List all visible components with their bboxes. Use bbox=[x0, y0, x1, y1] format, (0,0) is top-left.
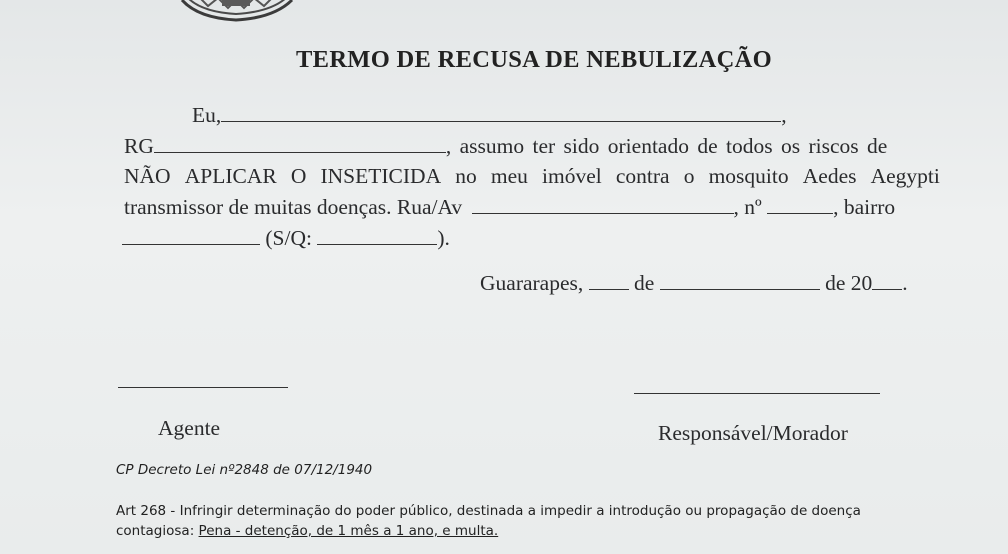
word: O bbox=[290, 164, 307, 188]
day-blank[interactable] bbox=[589, 271, 629, 290]
neighborhood-blank[interactable] bbox=[122, 226, 260, 245]
sq-end: ). bbox=[437, 226, 450, 250]
bairro-label: , bairro bbox=[833, 195, 896, 219]
name-line-comma: , bbox=[781, 103, 787, 127]
address-text: transmissor de muitas doenças. Rua/Av bbox=[124, 195, 463, 219]
word: APLICAR bbox=[184, 164, 277, 188]
date-line bbox=[480, 271, 908, 296]
word: mosquito bbox=[708, 164, 789, 188]
article-prefix: contagiosa: bbox=[116, 523, 195, 539]
warning-line bbox=[124, 164, 940, 189]
neighborhood-line bbox=[122, 226, 450, 251]
city-label: Guararapes, bbox=[480, 271, 584, 295]
date-end: . bbox=[902, 271, 908, 295]
rg-blank[interactable] bbox=[154, 134, 446, 153]
rg-line-text: , assumo ter sido orientado de todos os riscos de bbox=[445, 134, 888, 158]
word: o bbox=[683, 164, 695, 188]
sq-label: (S/Q: bbox=[265, 226, 312, 250]
article-text: Art 268 - Infringir determinação do poder público, destinada a impedir a introdução ou propagação de doença bbox=[116, 503, 861, 519]
de-label-1: de bbox=[634, 271, 655, 295]
article-penalty-line bbox=[116, 523, 498, 539]
address-line bbox=[124, 195, 895, 220]
sq-blank[interactable] bbox=[317, 226, 437, 245]
decree-reference: CP Decreto Lei nº2848 de 07/12/1940 bbox=[116, 462, 373, 478]
resident-label: Responsável/Morador bbox=[658, 421, 848, 445]
agent-signature-line[interactable] bbox=[118, 387, 288, 388]
agent-label: Agente bbox=[158, 416, 221, 440]
article-penalty: Pena - detenção, de 1 mês a 1 ano, e multa. bbox=[198, 523, 499, 539]
month-blank[interactable] bbox=[660, 271, 820, 290]
word: NÃO bbox=[124, 164, 171, 188]
rg-label: RG bbox=[124, 134, 154, 158]
word: imóvel bbox=[542, 164, 602, 188]
name-blank[interactable] bbox=[221, 103, 781, 122]
coat-of-arms-seal-icon bbox=[178, 0, 296, 26]
resident-signature-line[interactable] bbox=[634, 393, 880, 394]
document-title: TERMO DE RECUSA DE NEBULIZAÇÃO bbox=[296, 46, 772, 73]
number-blank[interactable] bbox=[767, 195, 833, 214]
word: Aegypti bbox=[870, 164, 940, 188]
street-blank[interactable] bbox=[472, 195, 734, 214]
rg-line bbox=[124, 134, 887, 159]
word: Aedes bbox=[802, 164, 857, 188]
de-label-2: de 20 bbox=[825, 271, 873, 295]
word: no bbox=[455, 164, 477, 188]
name-line bbox=[192, 103, 787, 128]
word: INSETICIDA bbox=[320, 164, 442, 188]
year-blank[interactable] bbox=[872, 271, 902, 290]
word: contra bbox=[615, 164, 670, 188]
word: meu bbox=[490, 164, 528, 188]
eu-label: Eu, bbox=[192, 103, 222, 127]
number-label: , nº bbox=[733, 195, 762, 219]
